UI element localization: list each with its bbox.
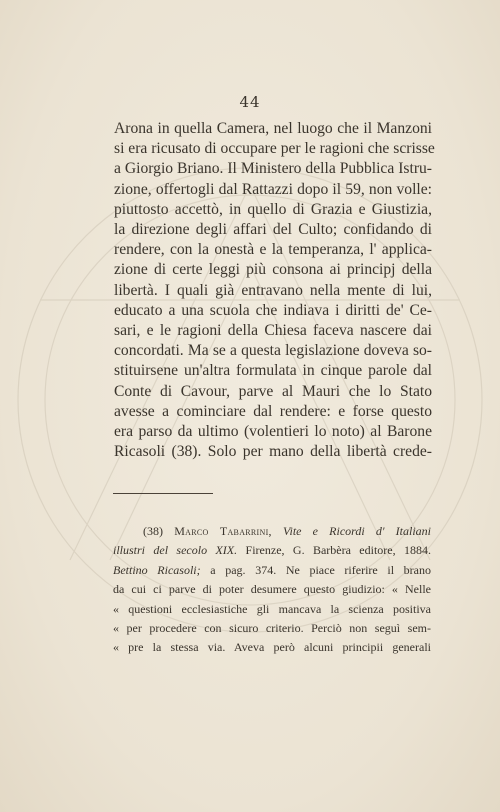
text-line: a Giorgio Briano. Il Ministero della Pubblica Istru- bbox=[114, 160, 432, 178]
footnote-line: « per procedere con sicuro criterio. Perciò non seguì sem- bbox=[113, 621, 431, 636]
text-line: educato a una scuola che indiava i diritti de' Ce- bbox=[114, 301, 432, 319]
footnote-title: Vite e Ricordi d' Italiani bbox=[283, 524, 431, 538]
text-line: la direzione degli affari del Culto; confidando di bbox=[114, 221, 432, 239]
text-line: zione di certe leggi più consona ai principj della bbox=[114, 261, 432, 279]
body-text bbox=[114, 119, 435, 462]
page-number: 44 bbox=[239, 93, 261, 111]
text-line: rendere, con la onestà e la temperanza, l' applica- bbox=[114, 241, 432, 259]
text-line: zione, offertogli dal Rattazzi dopo il 59, non volle: bbox=[114, 180, 432, 198]
footnote-publisher: Firenze, G. Barbèra editore, 1884. bbox=[245, 543, 432, 558]
text-line: si era ricusato di occupare per le ragioni che scrisse bbox=[114, 140, 435, 158]
footnote bbox=[113, 522, 431, 658]
text-line: era parso da ultimo (volentieri lo noto) al Barone bbox=[114, 423, 432, 441]
footnote-author: Marco Tabarrini, bbox=[174, 524, 272, 538]
footnote-subject: Bettino Ricasoli; bbox=[113, 562, 201, 577]
footnote-title-cont: illustri del secolo XIX. bbox=[113, 543, 238, 558]
footnote-marker: (38) bbox=[143, 524, 163, 538]
text-line: libertà. I quali già entravano nella mente di lui, bbox=[114, 281, 432, 299]
footnote-line: « questioni ecclesiastiche gli mancava la scienza positiva bbox=[113, 601, 431, 616]
footnote-line bbox=[113, 522, 431, 541]
footnote-line bbox=[113, 561, 431, 580]
footnote-divider bbox=[113, 493, 213, 494]
footnote-line: « pre la stessa via. Aveva però alcuni principii generali bbox=[113, 640, 431, 655]
text-line: sari, e le ragioni della Chiesa faceva nascere dai bbox=[114, 322, 432, 340]
footnote-page-ref: a pag. 374. Ne piace riferire il brano bbox=[210, 562, 431, 577]
text-line: Ricasoli (38). Solo per mano della libertà crede- bbox=[114, 443, 432, 461]
text-line: Conte di Cavour, parve al Mauri che lo Stato bbox=[114, 382, 432, 400]
text-line: avesse a cominciare dal rendere: e forse questo bbox=[114, 402, 432, 420]
text-line: concordati. Ma se a questa legislazione doveva so- bbox=[114, 342, 432, 360]
footnote-line bbox=[113, 541, 431, 560]
text-line: Arona in quella Camera, nel luogo che il Manzoni bbox=[114, 120, 432, 137]
text-line: stituirsene un'altra formulata in cinque parole dal bbox=[114, 362, 432, 380]
footnote-line: da cui ci parve di poter desumere questo giudizio: « Nelle bbox=[113, 582, 431, 597]
text-line: piuttosto accettò, in quello di Grazia e Giustizia, bbox=[114, 200, 432, 218]
